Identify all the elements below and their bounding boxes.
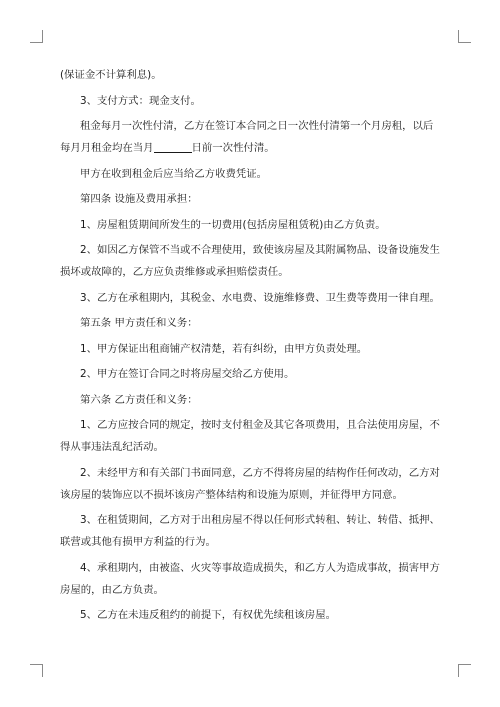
paragraph-receipt: 甲方在收到租金后应当给乙方收费凭证。 [80,167,268,180]
document-body [60,64,440,630]
paragraph-article-6-item-5: 5、乙方在未违反租约的前提下，有权优先续租该房屋。 [80,609,336,621]
paragraph-article-6-item-3: 3、在租赁期间，乙方对于出租房屋不得以任何形式转租、转让、转借、抵押、联营或其他有损甲方利益的行为。 [60,514,440,548]
crop-mark-bottom-right [458,664,471,677]
crop-mark-top-left [30,30,43,43]
crop-mark-bottom-left [30,664,43,677]
paragraph-rent-payment [60,115,440,159]
paragraph-article-4-item-3: 3、乙方在承租期内，其税金、水电费、设施维修费、卫生费等费用一律自理。 [80,291,440,304]
paragraph-article-6-item-2: 2、未经甲方和有关部门书面同意，乙方不得将房屋的结构作任何改动，乙方对该房屋的装饰应以不损坏该房产整体结构和设施为原则，并征得甲方同意。 [60,466,440,501]
paragraph-deposit-note: (保证金不计算利息)。 [60,69,162,81]
section-heading-article-6: 第六条 乙方责任和义务： [80,393,198,406]
section-heading-article-4: 第四条 设施及费用承担： [80,193,198,205]
rent-payment-text-end: 日前一次性付清。 [191,142,275,154]
paragraph-article-4-item-2: 2、如因乙方保管不当或不合理使用，致使该房屋及其附属物品、设备设施发生损坏或故障的，乙方应负责维修或承担赔偿责任。 [60,244,440,278]
fill-in-blank [154,140,192,153]
paragraph-article-5-item-2: 2、甲方在签订合同之时将房屋交给乙方使用。 [80,368,295,380]
paragraph-article-5-item-1: 1、甲方保证出租商铺产权清楚，若有纠纷，由甲方负责处理。 [80,342,368,355]
paragraph-article-6-item-4: 4、承租期内，由被盗、火灾等事故造成损失，和乙方人为造成事故，损害甲方房屋的，由乙方负责。 [60,561,440,596]
paragraph-article-6-item-1: 1、乙方应按合同的规定，按时支付租金及其它各项费用，且合法使用房屋，不得从事违法乱纪活动。 [60,419,440,453]
paragraph-article-4-item-1: 1、房屋租赁期间所发生的一切费用(包括房屋租赁税)由乙方负责。 [80,218,386,231]
section-heading-article-5: 第五条 甲方责任和义务： [80,317,198,329]
rent-payment-text: 租金每月一次性付清，乙方在签订本合同之日一次性付清第一个月房租，以后每月月租金均在当月 [60,120,434,154]
paragraph-payment-method: 3、支付方式：现金支付。 [80,94,201,107]
crop-mark-top-right [458,30,471,43]
